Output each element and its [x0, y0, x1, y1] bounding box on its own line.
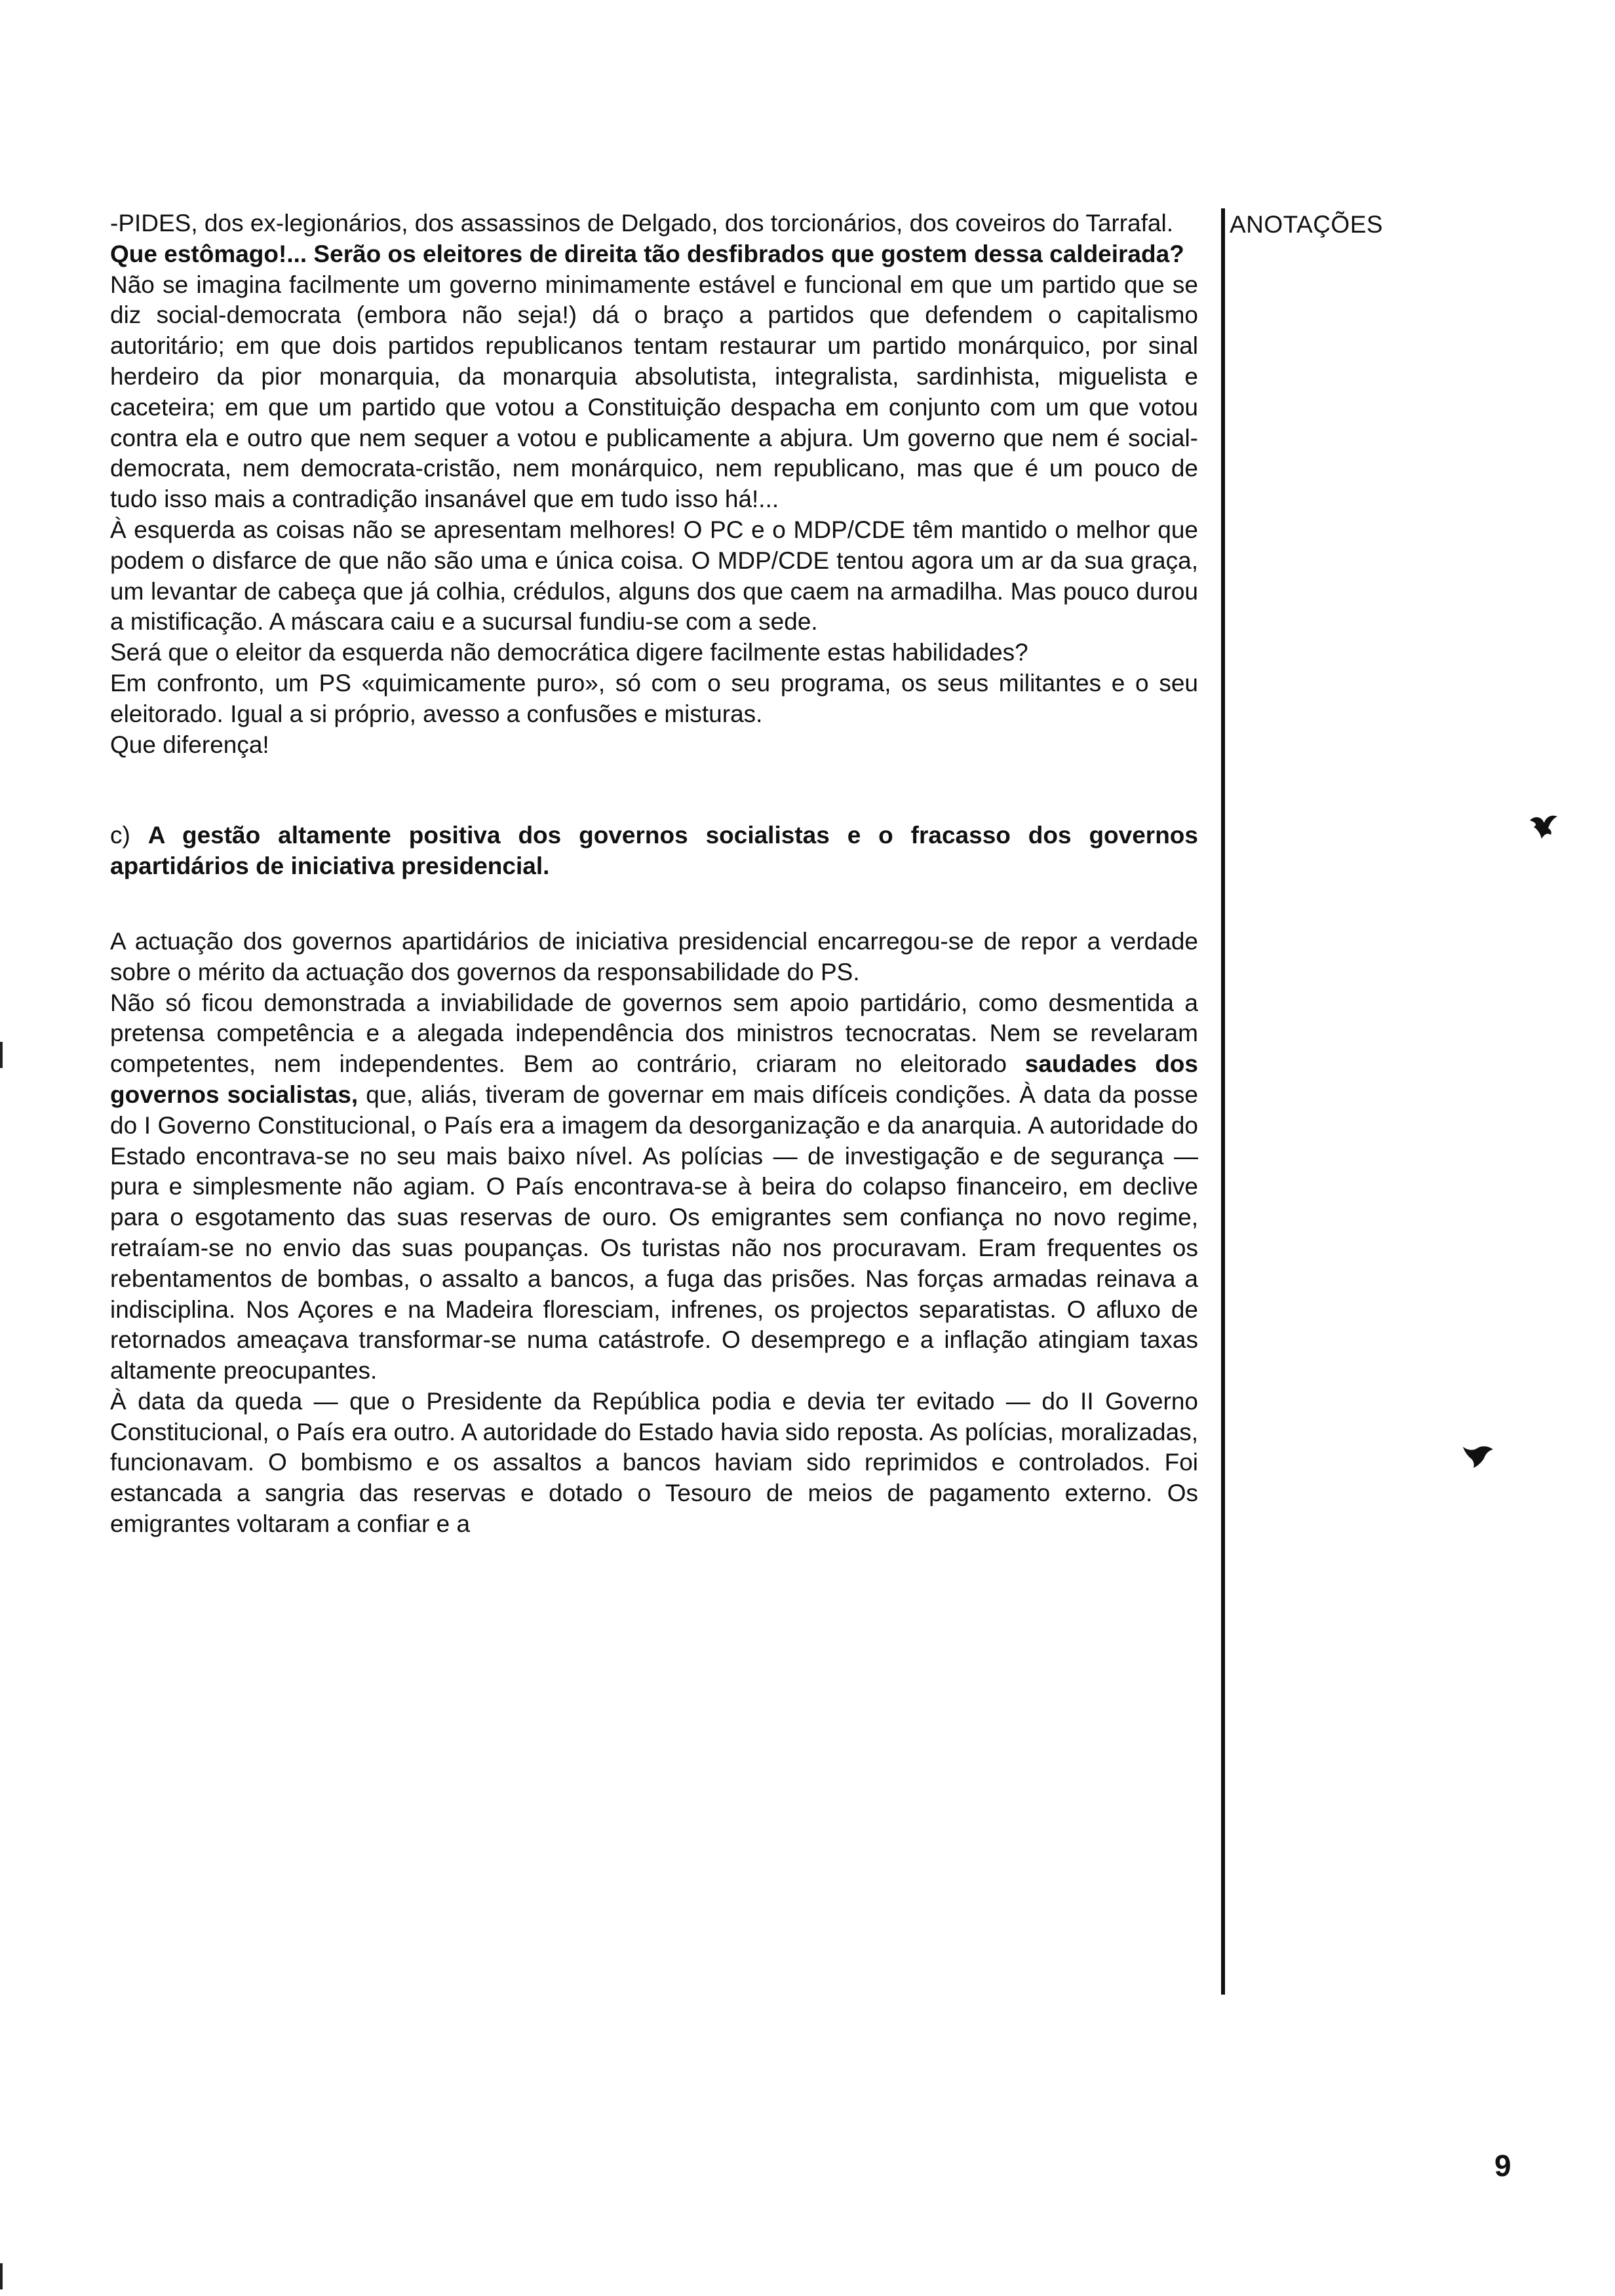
body-paragraph-2-start: Não só ficou demonstrada a inviabilidade de governos sem apoio partidário, como desmentida a pretensa competência e a alegada independência dos ministros tecnocratas. Nem se revelaram competentes, nem independentes. Bem ao contrário, criaram no eleitorado [110, 989, 1198, 1078]
section-c-prefix: c) [110, 822, 148, 849]
body-paragraph-1: A actuação dos governos apartidários de iniciativa presidencial encarregou-se de repor a verdade sobre o mérito da actuação dos governos da responsabilidade do PS. [110, 927, 1198, 985]
body-paragraph-2 [110, 988, 1198, 1387]
bird-icon [1462, 1442, 1494, 1470]
scan-edge-mark [0, 1042, 3, 1068]
bird-icon [1527, 813, 1560, 841]
body-paragraph-3: À data da queda — que o Presidente da República podia e devia ter evitado — do II Governo Constitucional, o País era outro. A autoridade do Estado havia sido reposta. As polícias, moralizadas, funcionavam. O bombismo e os assaltos a bancos haviam sido reprimidos e controlados. Foi estancada a sangria das reservas e dotado o Tesouro de meios de pagamento externo. Os emigrantes voltaram a confiar e a [110, 1387, 1198, 1538]
paragraph-6: Em confronto, um PS «quimicamente puro», só com o seu programa, os seus militantes e o seu eleitorado. Igual a si próprio, avesso a confusões e misturas. [110, 669, 1198, 727]
body-paragraph-2-end: que, aliás, tiveram de governar em mais difíceis condições. À data da posse do I Governo Constitucional, o País era a imagem da desorganização e da anarquia. A autoridade do Estado encontrava-se no seu mais baixo nível. As polícias — de investigação e de segurança — pura e simplesmente não agiam. O País encontrava-se à beira do colapso financeiro, em declive para o esgotamento das suas reservas de ouro. Os emigrantes sem confiança no novo regime, retraíam-se no envio das suas poupanças. Os turistas não nos procuravam. Eram frequentes os rebentamentos de bombas, o assalto a bancos, a fuga das prisões. Nas forças armadas reinava a indisciplina. Nos Açores e na Madeira floresciam, infrenes, os projectos separatistas. O afluxo de retornados ameaçava transformar-se numa catástrofe. O desemprego e a inflação atingiam taxas altamente preocupantes. [110, 1081, 1199, 1385]
paragraph-2-bold: Que estômago!... Serão os eleitores de direita tão desfibrados que gostem dessa caldeirada? [110, 240, 1184, 267]
main-text-column [110, 208, 1198, 1540]
annotations-label: ANOTAÇÕES [1230, 211, 1384, 238]
scan-edge-mark [0, 2263, 3, 2289]
page-number: 9 [1494, 2149, 1511, 2183]
paragraph-1: -PIDES, dos ex-legionários, dos assassinos de Delgado, dos torcionários, dos coveiros do Tarrafal. [110, 210, 1173, 237]
section-c-heading [110, 820, 1198, 882]
annotations-divider [1221, 208, 1225, 1995]
paragraph-5: Será que o eleitor da esquerda não democrática digere facilmente estas habilidades? [110, 639, 1028, 666]
body-paragraph-2-bold: saudades dos governos socialistas, [110, 1050, 1198, 1108]
paragraph-4: À esquerda as coisas não se apresentam melhores! O PC e o MDP/CDE têm mantido o melhor que podem o disfarce de que não são uma e única coisa. O MDP/CDE tentou agora um ar da sua graça, um levantar de cabeça que já colhia, crédulos, alguns dos que caem na armadilha. Mas pouco durou a mistificação. A máscara caiu e a sucursal fundiu-se com a sede. [110, 516, 1198, 636]
section-c-title: A gestão altamente positiva dos governos socialistas e o fracasso dos governos apartidários de iniciativa presidencial. [110, 822, 1198, 880]
paragraph-7: Que diferença! [110, 731, 269, 758]
paragraph-3: Não se imagina facilmente um governo minimamente estável e funcional em que um partido que se diz social-democrata (embora não seja!) dá o braço a partidos que defendem o capitalismo autoritário; em que dois partidos republicanos tentam restaurar um partido monárquico, por sinal herdeiro da pior monarquia, da monarquia absolutista, integralista, sardinhista, miguelista e caceteira; em que um partido que votou a Constituição despacha em conjunto com um que votou contra ela e outro que nem sequer a votou e publicamente a abjura. Um governo que nem é social-democrata, nem democrata-cristão, nem monárquico, nem republicano, mas que é um pouco de tudo isso mais a contradição insanável que em tudo isso há!... [110, 271, 1198, 513]
